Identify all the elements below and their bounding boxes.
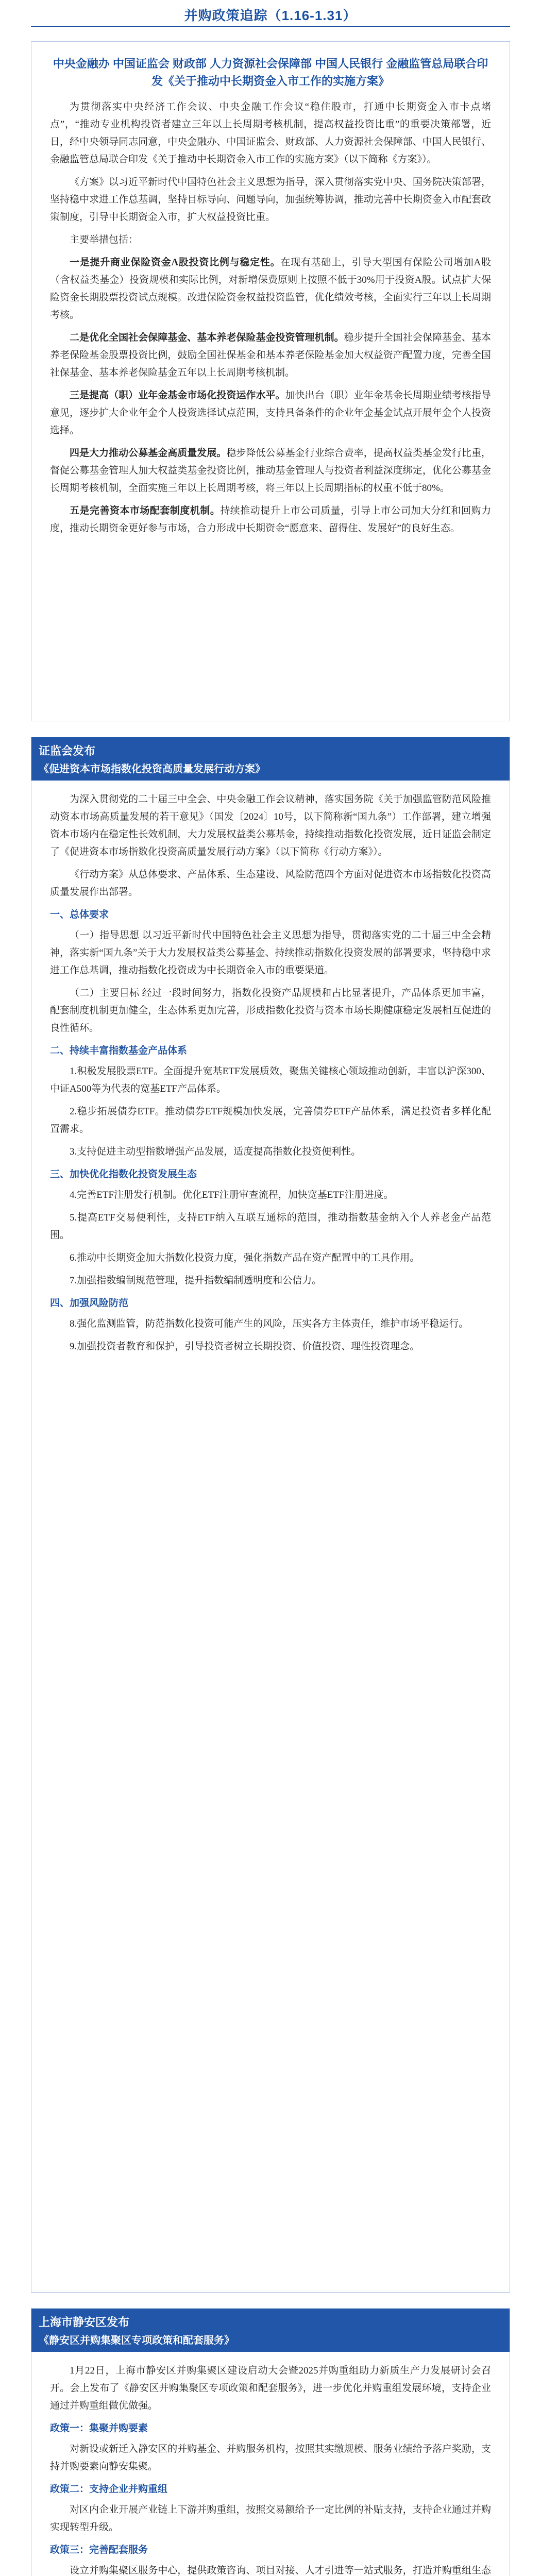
paragraph: 《方案》以习近平新时代中国特色社会主义思想为指导，深入贯彻落实党中央、国务院决策部署，坚持稳中求进工作总基调，坚持目标导向、问题导向，加强统筹协调，推动完善中长期资金入市配套政策制度，引导中长期资金入市，扩大权益投资比重。: [50, 177, 491, 223]
top-banner: [0, 0, 541, 31]
part-heading: 四、加强风险防范: [50, 1298, 129, 1309]
section-2-subtitle: 《促进资本市场指数化投资高质量发展行动方案》: [39, 764, 265, 775]
section-policy-2: [31, 737, 510, 2293]
item-head: 二是优化全国社会保障基金、基本养老保险基金投资管理机制。: [70, 332, 344, 343]
paragraph: （一）指导思想 以习近平新时代中国特色社会主义思想为指导，贯彻落实党的二十届三中全会精神，落实新“国九条”关于大力发展权益类公募基金、持续推动指数化投资发展的部署要求，坚持稳中求进工作总基调，推动指数化投资成为中长期资金入市的重要渠道。: [50, 930, 491, 976]
paragraph: 对新设或新迁入静安区的并购基金、并购服务机构，按照其实缴规模、服务业绩给予落户奖励，支持并购要素向静安集聚。: [50, 2444, 491, 2472]
block-heading: 政策三：完善配套服务: [50, 2545, 148, 2555]
paragraph: 为深入贯彻党的二十届三中全会、中央金融工作会议精神，落实国务院《关于加强监管防范风险推动资本市场高质量发展的若干意见》（国发〔2024〕10号，以下简称新“国九条”）工作部署，建立增强资本市场内在稳定性长效机制，大力发展权益类公募基金，持续推动指数化投资发展，近日证监会制定了《促进资本市场指数化投资高质量发展行动方案》（以下简称《行动方案》）。: [50, 794, 491, 857]
paragraph: 《行动方案》从总体要求、产品体系、生态建设、风险防范四个方面对促进资本市场指数化投资高质量发展作出部署。: [50, 869, 491, 897]
list-item: [50, 329, 491, 382]
item-head: 四是大力推动公募基金高质量发展。: [70, 448, 227, 459]
paragraph: 为贯彻落实中央经济工作会议、中央金融工作会议“稳住股市，打通中长期资金入市卡点堵点”，“推动专业机构投资者建立三年以上长周期考核机制，提高权益投资比重”的重要决策部署，近日，经中央领导同志同意，中央金融办、中国证监会、财政部、人力资源社会保障部、中国人民银行、金融监管总局联合印发《关于推动中长期资金入市工作的实施方案》（以下简称《方案》）。: [50, 101, 491, 165]
list-item: [50, 502, 491, 537]
paragraph: 设立并购集聚区服务中心，提供政策咨询、项目对接、人才引进等一站式服务，打造并购重组生态: [70, 2565, 491, 2576]
item-text: 持续推动提升上市公司质量，引导上市公司加大分红和回购力度，推动长期资金更好参与市场，合力形成中长期资金“愿意来、留得住、发展好”的良好生态。: [50, 505, 491, 534]
section-3-source: 上海市静安区发布: [39, 2316, 130, 2329]
section-policy-3: [31, 2308, 510, 2576]
paragraph: 1.积极发展股票ETF。全面提升宽基ETF发展质效，聚焦关键核心领域推动创新，丰富以沪深300、中证A500等为代表的宽基ETF产品体系。: [50, 1066, 491, 1094]
block-heading: 政策一：集聚并购要素: [50, 2423, 148, 2434]
paragraph: 9.加强投资者教育和保护，引导投资者树立长期投资、价值投资、理性投资理念。: [70, 1341, 420, 1352]
item-head: 五是完善资本市场配套制度机制。: [70, 505, 221, 516]
section-1-title: 中央金融办 中国证监会 财政部 人力资源社会保障部 中国人民银行 金融监管总局联合印发《关于推动中长期资金入市工作的实施方案》: [53, 57, 488, 88]
paragraph: 6.推动中长期资金加大指数化投资力度，强化指数产品在资产配置中的工具作用。: [70, 1252, 420, 1263]
paragraph: （二）主要目标 经过一段时间努力，指数化投资产品规模和占比显著提升，产品体系更加丰富，配套制度机制更加健全，生态体系更加完善，形成指数化投资与资本市场长期健康稳定发展相互促进的良性循环。: [50, 988, 491, 1033]
paragraph: 5.提高ETF交易便利性，支持ETF纳入互联互通标的范围，推动指数基金纳入个人养老金产品范围。: [50, 1212, 491, 1241]
list-item: [50, 254, 491, 324]
paragraph: 主要举措包括：: [70, 234, 139, 245]
paragraph: 7.加强指数编制规范管理，提升指数编制透明度和公信力。: [70, 1275, 322, 1286]
part-heading: 二、持续丰富指数基金产品体系: [50, 1045, 188, 1056]
paragraph: 2.稳步拓展债券ETF。推动债券ETF规模加快发展，完善债券ETF产品体系，满足投资者多样化配置需求。: [50, 1106, 491, 1134]
list-item: [50, 387, 491, 439]
section-policy-1: [31, 41, 510, 721]
paragraph: 对区内企业开展产业链上下游并购重组，按照交易额给予一定比例的补贴支持，支持企业通过并购实现转型升级。: [50, 2504, 491, 2533]
banner-divider: [31, 26, 510, 27]
list-item: [50, 445, 491, 497]
section-2-header: [31, 737, 510, 781]
item-head: 三是提高（职）业年金基金市场化投资运作水平。: [70, 390, 285, 401]
section-3-header: [31, 2309, 510, 2352]
item-text: 稳步提升全国社会保障基金、基本养老保险基金股票投资比例，鼓励全国社保基金和基本养老保险基金加大权益资产配置力度，完善全国社保基金、基本养老保险基金五年以上长周期考核机制。: [50, 332, 491, 378]
paragraph: 8.强化监测监管，防范指数化投资可能产生的风险，压实各方主体责任，维护市场平稳运行。: [70, 1318, 469, 1329]
item-text: 稳步降低公募基金行业综合费率，提高权益类基金发行比重，督促公募基金管理人加大权益类基金投资比例，推动基金管理人与投资者利益深度绑定，优化公募基金长周期考核机制，全面实施三年以上长周期考核，将三年以上长周期指标的权重不低于80%。: [50, 448, 491, 494]
item-text: 加快出台（职）业年金基金长周期业绩考核指导意见，逐步扩大企业年金个人投资选择试点范围，支持具备条件的企业年金基金试点开展年金个人投资选择。: [50, 390, 491, 436]
item-head: 一是提升商业保险资金A股投资比例与稳定性。: [70, 257, 281, 268]
item-text: 在现有基础上，引导大型国有保险公司增加A股（含权益类基金）投资规模和实际比例，对新增保费原则上按照不低于30%用于投资A股。试点扩大保险资金长期股票投资试点规模。改进保险资金权益投资监管，优化绩效考核，全面实行三年以上长周期考核。: [50, 257, 491, 320]
section-3-subtitle: 《静安区并购集聚区专项政策和配套服务》: [39, 2335, 234, 2346]
paragraph: 4.完善ETF注册发行机制。优化ETF注册审查流程，加快宽基ETF注册进度。: [70, 1190, 394, 1200]
block-heading: 政策二：支持企业并购重组: [50, 2484, 168, 2495]
banner-title: 并购政策追踪（1.16-1.31）: [184, 8, 357, 23]
section-2-source: 证监会发布: [39, 744, 96, 757]
paragraph: 1月22日，上海市静安区并购集聚区建设启动大会暨2025并购重组助力新质生产力发展研讨会召开。会上发布了《静安区并购集聚区专项政策和配套服务》，进一步优化并购重组发展环境，支持企业通过并购重组做优做强。: [50, 2365, 491, 2411]
part-heading: 三、加快优化指数化投资发展生态: [50, 1169, 197, 1180]
paragraph: 3.支持促进主动型指数增强产品发展，适度提高指数化投资便利性。: [70, 1146, 361, 1157]
part-heading: 一、总体要求: [50, 909, 109, 920]
